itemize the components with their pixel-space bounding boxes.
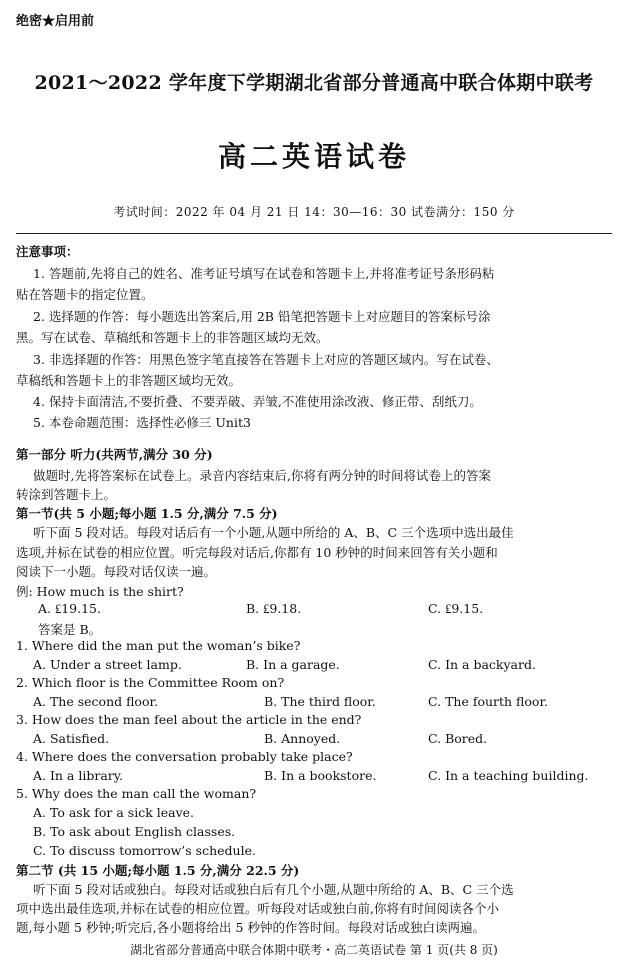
example-option-c: C. ₤9.15.	[428, 601, 484, 616]
section1-heading: 第一节(共 5 小题;每小题 1.5 分,满分 7.5 分)	[16, 506, 278, 521]
example-option-a: A. ₤19.15.	[38, 601, 101, 616]
option-b: B. In a garage.	[246, 657, 340, 672]
option-c: C. The fourth floor.	[428, 694, 549, 709]
question-stem: 4. Where does the conversation probably take place?	[16, 749, 353, 764]
option-a: A. Under a street lamp.	[33, 657, 182, 672]
page-footer: 湖北省部分普通高中联合体期中联考・高二英语试卷 第 1 页(共 8 页)	[130, 943, 498, 957]
question-stem: 3. How does the man feel about the article in the end?	[16, 712, 362, 727]
notes-line: 1. 答题前,先将自己的姓名、准考证号填写在试卷和答题卡上,并将准考证号条形码粘	[33, 266, 495, 281]
part1-heading: 第一部分 听力(共两节,满分 30 分)	[16, 447, 213, 462]
example-answer: 答案是 B。	[38, 622, 102, 637]
notes-line: 4. 保持卡面清洁,不要折叠、不要弄破、弄皱,不准使用涂改液、修正带、刮纸刀。	[33, 394, 482, 409]
option-b: B. In a bookstore.	[264, 768, 377, 783]
option-a: A. The second floor.	[33, 694, 159, 709]
question-stem: 5. Why does the man call the woman?	[16, 786, 257, 801]
section2-heading: 第二节 (共 15 小题;每小题 1.5 分,满分 22.5 分)	[16, 863, 300, 878]
confidential-label: 绝密★启用前	[16, 14, 95, 29]
example-option-b: B. ₤9.18.	[246, 601, 302, 616]
notes-line: 贴在答题卡的指定位置。	[16, 287, 154, 302]
notes-line: 黑。写在试卷、草稿纸和答题卡上的非答题区域均无效。	[16, 330, 329, 345]
option-c: C. Bored.	[428, 731, 488, 746]
option-a: A. To ask for a sick leave.	[33, 805, 195, 820]
example-question: 例: How much is the shirt?	[16, 584, 184, 599]
notes-line: 2. 选择题的作答：每小题选出答案后,用 2B 铅笔把答题卡上对应题目的答案标号涂	[33, 309, 491, 324]
part1-intro-line: 转涂到答题卡上。	[16, 487, 117, 502]
exam-time-and-score: 考试时间：2022 年 04 月 21 日 14：30—16：30 试卷满分：150 分	[113, 205, 515, 219]
option-a: A. In a library.	[33, 768, 124, 783]
option-c: C. In a teaching building.	[428, 768, 589, 783]
section2-intro-line: 题,每小题 5 秒钟;听完后,各小题将给出 5 秒钟的作答时间。每段对话或独白读两遍。	[16, 920, 485, 935]
section2-intro-line: 项中选出最佳选项,并标在试卷的相应位置。听每段对话或独白前,你将有时间阅读各个小	[16, 901, 499, 916]
option-a: A. Satisfied.	[33, 731, 110, 746]
question-stem: 2. Which floor is the Committee Room on?	[16, 675, 285, 690]
option-c: C. In a backyard.	[428, 657, 536, 672]
notes-heading: 注意事项：	[16, 244, 79, 259]
section1-intro-line: 选项,并标在试卷的相应位置。听完每段对话后,你都有 10 秒钟的时间来回答有关小题和	[16, 545, 498, 560]
option-b: B. The third floor.	[264, 694, 376, 709]
header-divider	[16, 233, 612, 234]
exam-title: 2021～2022 学年度下学期湖北省部分普通高中联合体期中联考	[34, 72, 594, 94]
option-b: B. Annoyed.	[264, 731, 341, 746]
part1-intro-line: 做题时,先将答案标在试卷上。录音内容结束后,你将有两分钟的时间将试卷上的答案	[33, 468, 491, 483]
section1-intro-line: 阅读下一小题。每段对话仅读一遍。	[16, 564, 217, 579]
notes-line: 5. 本卷命题范围：选择性必修三 Unit3	[33, 415, 251, 430]
notes-line: 草稿纸和答题卡上的非答题区域均无效。	[16, 373, 242, 388]
notes-line: 3. 非选择题的作答：用黑色签字笔直接答在答题卡上对应的答题区域内。写在试卷、	[33, 352, 499, 367]
option-c: C. To discuss tomorrow’s schedule.	[33, 843, 256, 858]
question-stem: 1. Where did the man put the woman’s bike?	[16, 638, 301, 653]
option-b: B. To ask about English classes.	[33, 824, 236, 839]
paper-title: 高二英语试卷	[217, 140, 410, 173]
section1-intro-line: 听下面 5 段对话。每段对话后有一个小题,从题中所给的 A、B、C 三个选项中选出最佳	[33, 525, 514, 540]
section2-intro-line: 听下面 5 段对话或独白。每段对话或独白后有几个小题,从题中所给的 A、B、C 三个选	[33, 882, 514, 897]
